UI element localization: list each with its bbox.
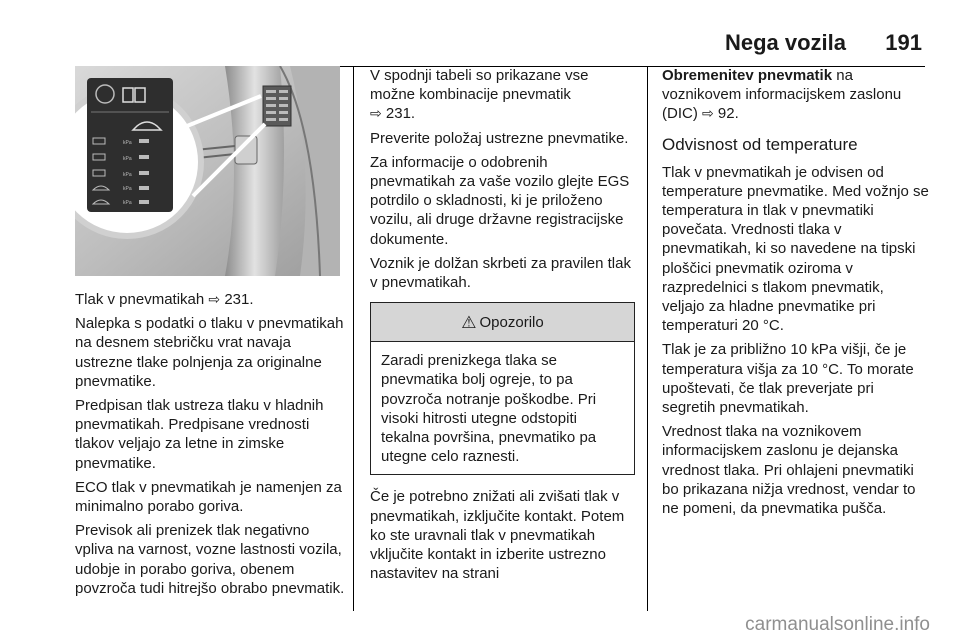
page-reference-icon: ⇨ [370,105,382,122]
warning-box [370,302,635,475]
svg-text:kPa: kPa [123,140,132,146]
column-2 [370,66,635,588]
paragraph: Predpisan tlak ustreza tlaku v hladnih pnevmatikah. Predpisane vrednosti tlakov veljajo za letne in zimske pnevmatike. [75,397,324,472]
paragraph: Vrednost tlaka na voznikovem informacijskem zaslonu je dejanska vrednost tlaka. Pri ohlajeni pnevmatiki bo prikazana nižja vrednost, vendar to ne pomeni, da pnevmatika pušča. [662,423,916,518]
subheading: Odvisnost od temperature [662,134,858,154]
paragraph: ECO tlak v pnevmatikah je namenjen za minimalno porabo goriva. [75,478,342,516]
door-pillar-illustration [75,66,340,276]
paragraph: Obremenitev pnevmatik na voznikovem informacijskem zaslonu (DIC) ⇨ 92. [662,67,902,123]
paragraph: Nalepka s podatki o tlaku v pnevmatikah na desnem stebričku vrat navaja ustrezne tlake polnjenja za originalne pnevmatike. [75,315,344,390]
paragraph: V spodnji tabeli so prikazane vse možne kombinacije pnevmatik ⇨ 231. [370,67,589,123]
page-number: 191 [885,30,922,55]
paragraph: Previsok ali prenizek tlak negativno vpliva na varnost, vozne lastnosti vozila, udobje in porabo goriva, obenem povzroča tudi hitrejšo obrabo pnevmatik. [75,522,345,597]
svg-text:kPa: kPa [123,156,132,162]
watermark: carmanualsonline.info [745,614,930,635]
column-1 [75,66,345,603]
paragraph: Voznik je dolžan skrbeti za pravilen tlak v pnevmatikah. [370,254,631,292]
paragraph: Tlak v pnevmatikah je odvisen od temperature pnevmatike. Med vožnjo se temperatura in tlak v pnevmatiki povečata. Vrednosti tlaka v pnevmatikah, ki so navedene na tipski ploščici pnevmatik oziroma v razpredelnici s tlakom pnevmatik, veljajo za hladne pnevmatike pri temperaturi 20 °C. [662,163,929,335]
paragraph: Če je potrebno znižati ali zvišati tlak v pnevmatikah, izključite kontakt. Potem ko ste uravnali tlak v pnevmatikah vključite kontakt in izberite ustrezno nastavitev na strani [370,488,625,583]
svg-text:kPa: kPa [123,200,132,206]
paragraph: Preverite položaj ustrezne pnevmatike. [370,129,629,147]
illustration-caption: Tlak v pnevmatikah ⇨ 231. [75,291,254,308]
warning-title: Opozorilo [479,313,544,331]
page-reference-icon: ⇨ [702,105,714,122]
section-title: Nega vozila [724,30,846,55]
column-divider-2 [647,66,648,611]
paragraph: Za informacije o odobrenih pnevmatikah za vaše vozilo glejte EGS potrdilo o skladnosti, ki je priloženo vozilu, ali druge državne registracijske dokumente. [370,153,630,248]
warning-body: Zaradi prenizkega tlaka se pnevmatika bolj ogreje, to pa povzroča notranje poškodbe. Pri visoki hitrosti utegne odstopiti tekalna površina, pnevmatiko pa utegne celo raznesti. [381,352,597,466]
warning-header [371,303,634,342]
paragraph: Tlak je za približno 10 kPa višji, če je temperatura višja za 10 °C. To morate upoštevati, če tlak preverjate pri segretih pnevmatikah. [662,341,914,417]
column-3 [662,66,930,523]
page-reference-icon: ⇨ [208,291,221,307]
column-divider-1 [353,66,354,611]
svg-text:kPa: kPa [123,172,132,178]
tire-pressure-label-illustration [75,66,340,276]
warning-triangle-icon: ⚠ [461,312,477,332]
ui-term: Obremenitev pnevmatik [662,67,833,84]
svg-text:kPa: kPa [123,186,132,192]
